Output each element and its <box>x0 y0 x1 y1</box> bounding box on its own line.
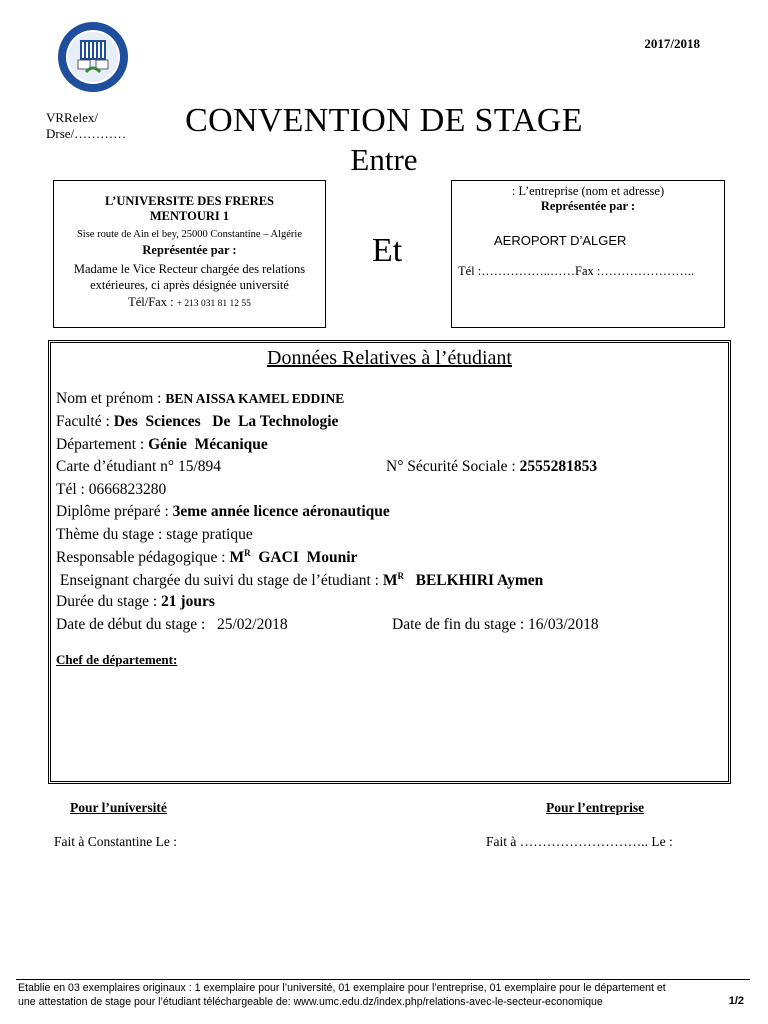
university-tel <box>54 295 325 310</box>
company-box <box>451 180 725 328</box>
company-represented-label: Représentée par : <box>540 199 636 213</box>
theme-label: Thème du stage : <box>56 526 167 543</box>
pedagogic-prefix: M <box>229 549 245 567</box>
pedagogic-sup: R <box>244 548 251 558</box>
start-date-value: 25/02/2018 <box>216 616 288 633</box>
department-row <box>56 436 268 454</box>
duration-value: 21 jours <box>161 593 215 610</box>
student-card-label: Carte d’étudiant n° <box>56 458 178 475</box>
university-representative <box>54 261 325 293</box>
end-date-value: 16/03/2018 <box>528 616 599 633</box>
reference-line-1: VRRelex/ <box>46 110 98 125</box>
document-subtitle: Entre <box>350 142 418 177</box>
page-number: 1/2 <box>728 995 744 1007</box>
company-tel-fax: Tél :……………..……Fax :………………….. <box>458 264 695 278</box>
social-security-value: 2555281853 <box>519 458 598 475</box>
social-security-row <box>386 458 597 476</box>
university-tel-value: + 213 031 81 12 55 <box>176 299 251 309</box>
teacher-sup: R <box>397 571 404 581</box>
teacher-value: BELKHIRI Aymen <box>404 572 544 590</box>
student-tel-value: 0666823280 <box>88 481 167 498</box>
diploma-row <box>56 503 390 521</box>
end-date-row <box>392 616 599 634</box>
student-card-row <box>56 458 221 476</box>
university-address: Sise route de Ain el bey, 25000 Constantine – Algérie <box>76 229 303 240</box>
document-title-text: CONVENTION DE STAGE <box>185 102 583 139</box>
theme-row <box>56 526 253 544</box>
pedagogic-responsible-row <box>56 548 357 567</box>
academic-year: 2017/2018 <box>644 36 700 51</box>
social-security-label: N° Sécurité Sociale : <box>386 458 520 475</box>
student-tel-row <box>56 481 166 499</box>
footer-divider <box>16 979 750 980</box>
end-date-label: Date de fin du stage : <box>392 616 529 633</box>
university-representative-line-1: Madame le Vice Recteur chargée des relations <box>73 262 306 276</box>
university-box <box>53 180 326 328</box>
student-card-value: 15/894 <box>177 458 222 475</box>
footer-line-2: une attestation de stage pour l’étudiant téléchargeable de: www.umc.edu.dz/index.php/relations-avec-le-secteur-economique <box>18 996 603 1008</box>
faculty-row <box>56 413 338 431</box>
student-name-row <box>56 390 344 408</box>
university-logo <box>56 20 130 94</box>
student-data-box <box>48 340 731 784</box>
diploma-value: 3eme année licence aéronautique <box>172 503 390 520</box>
signature-university-place: Fait à Constantine Le : <box>54 834 177 849</box>
faculty-value: Des Sciences De La Technologie <box>113 413 339 430</box>
pedagogic-label: Responsable pédagogique : <box>56 549 230 567</box>
teacher-prefix: M <box>382 572 398 590</box>
start-date-label: Date de début du stage : <box>56 616 217 633</box>
student-name-label: Nom et prénom : <box>56 390 166 407</box>
teacher-label: Enseignant chargée du suivi du stage de l’étudiant : <box>56 572 383 590</box>
reference-line-2: Drse/………… <box>46 126 127 141</box>
department-value: Génie Mécanique <box>148 436 268 453</box>
student-section-title: Données Relatives à l’étudiant <box>267 347 512 369</box>
department-label: Département : <box>56 436 149 453</box>
university-represented-label: Représentée par : <box>142 243 237 257</box>
pedagogic-value: GACI Mounir <box>250 549 358 567</box>
company-name: AEROPORT D’ALGER <box>494 233 627 248</box>
duration-label: Durée du stage : <box>56 593 162 610</box>
department-head-label: Chef de département: <box>56 652 178 667</box>
diploma-label: Diplôme préparé : <box>56 503 173 520</box>
signature-company-place: Fait à ……………………….. Le : <box>486 834 673 849</box>
duration-row <box>56 593 215 611</box>
student-name-value: BEN AISSA KAMEL EDDINE <box>165 391 345 406</box>
faculty-label: Faculté : <box>56 413 114 430</box>
university-name <box>54 194 325 224</box>
document-title <box>0 102 768 140</box>
teacher-row <box>56 571 543 590</box>
et-label: Et <box>372 232 403 269</box>
university-tel-label: Tél/Fax : <box>128 295 177 309</box>
theme-value: stage pratique <box>166 526 253 543</box>
company-header: : L’entreprise (nom et adresse) <box>511 184 665 198</box>
student-tel-label: Tél : <box>56 481 89 498</box>
university-name-line-2: MENTOURI 1 <box>149 209 230 223</box>
footer-line-1: Etablie en 03 exemplaires originaux : 1 exemplaire pour l’université, 01 exemplaire pour l’entreprise, 01 exemplaire pour le département et <box>18 982 666 994</box>
university-name-line-1: L’UNIVERSITE DES FRERES <box>104 194 275 208</box>
footer-text <box>18 981 748 1009</box>
signature-company-label: Pour l’entreprise <box>546 800 645 815</box>
university-representative-line-2: extérieures, ci après désignée université <box>90 278 289 292</box>
signature-university-label: Pour l’université <box>70 800 167 815</box>
start-date-row <box>56 616 288 634</box>
